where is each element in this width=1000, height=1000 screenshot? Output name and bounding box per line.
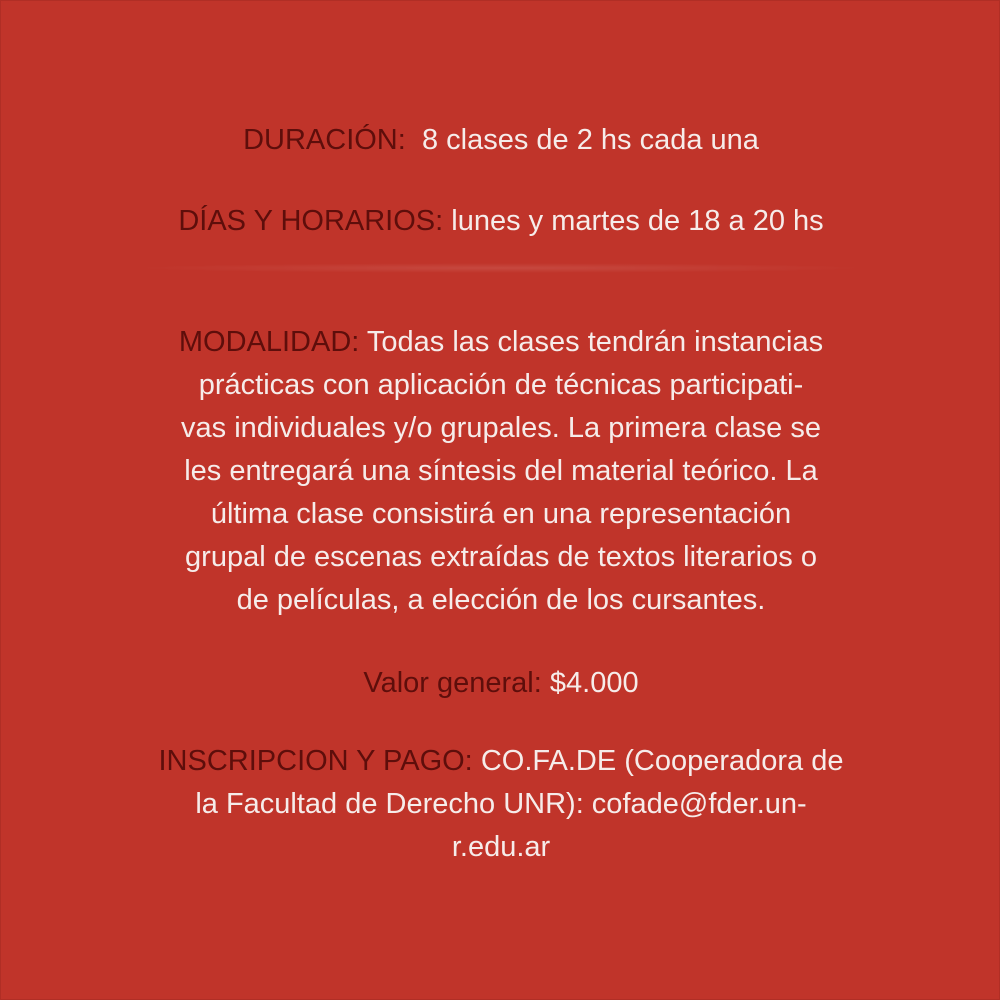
dias-horarios-value: lunes y martes de 18 a 20 hs	[451, 205, 824, 237]
modalidad-first-line	[1, 321, 1000, 364]
modalidad-first-value: Todas las clases tendrán instancias	[366, 326, 824, 358]
dias-horarios-line	[1, 200, 1000, 242]
modalidad-label: MODALIDAD:	[178, 326, 360, 358]
inscripcion-label: INSCRIPCION Y PAGO:	[158, 745, 473, 777]
modalidad-line: vas individuales y/o grupales. La primera clase se	[181, 412, 821, 444]
divider	[131, 263, 871, 273]
inscripcion-email-line: r.edu.ar	[451, 831, 551, 863]
modalidad-line: les entregará una síntesis del material teórico. La	[184, 455, 818, 487]
valor-value: $4.000	[549, 667, 639, 699]
inscripcion-first-line	[1, 740, 1000, 783]
duracion-line	[1, 119, 1000, 161]
dias-horarios-label: DÍAS Y HORARIOS:	[178, 205, 444, 237]
valor-label: Valor general:	[363, 667, 542, 699]
valor-line	[1, 662, 1000, 704]
inscripcion-line: la Facultad de Derecho UNR): cofade@fder.un-	[195, 788, 807, 820]
modalidad-line: de películas, a elección de los cursantes.	[236, 584, 766, 616]
inscripcion-first-value: CO.FA.DE (Cooperadora de	[480, 745, 844, 777]
modalidad-block	[1, 321, 1000, 622]
duracion-label: DURACIÓN:	[243, 124, 406, 156]
duracion-value: 8 clases de 2 hs cada una	[421, 124, 759, 156]
inscripcion-block	[1, 740, 1000, 869]
modalidad-line: última clase consistirá en una representación	[210, 498, 792, 530]
modalidad-line: grupal de escenas extraídas de textos literarios o	[185, 541, 817, 573]
modalidad-line: prácticas con aplicación de técnicas participati-	[198, 369, 804, 401]
